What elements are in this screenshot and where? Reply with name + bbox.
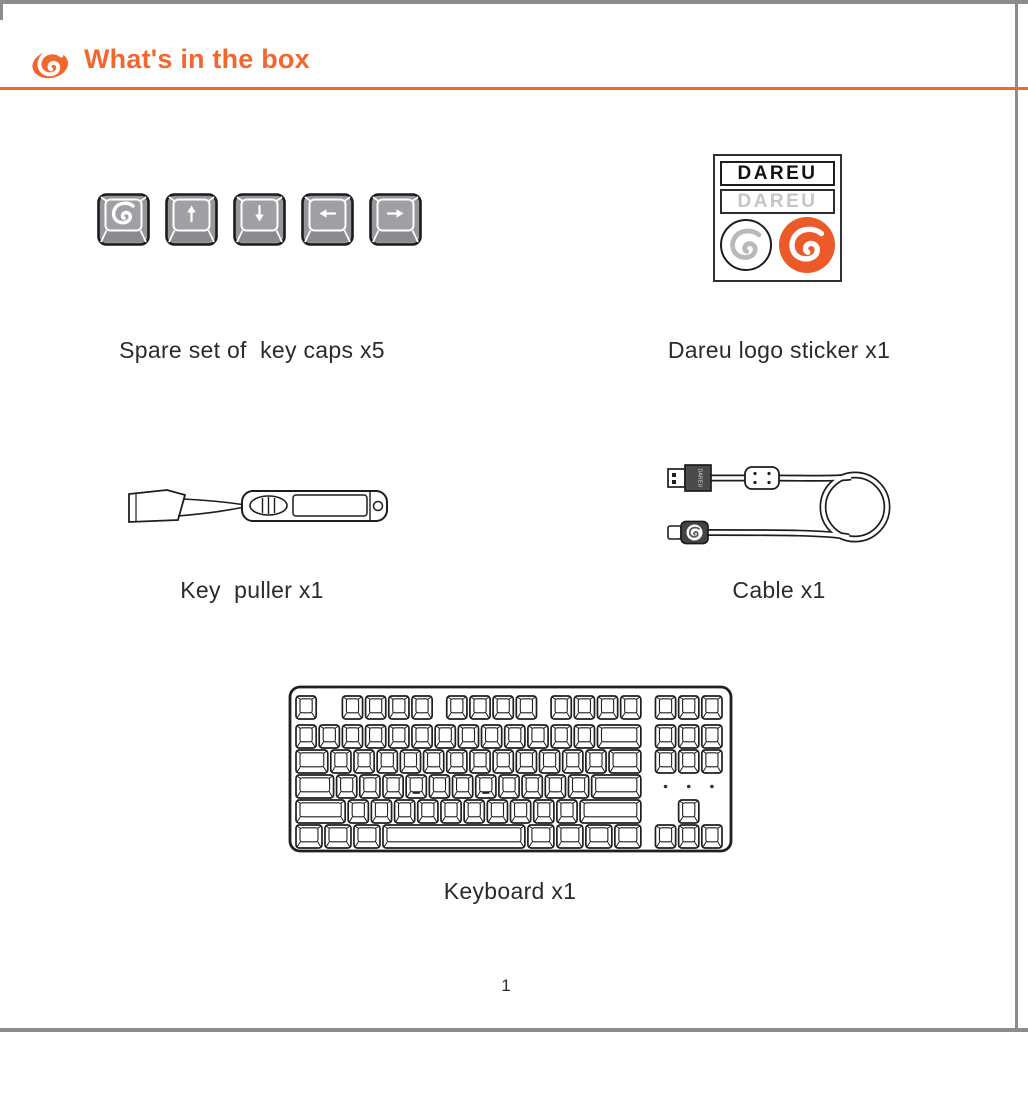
page-border-left: [0, 0, 3, 20]
dareu-circle-logo-gray: [720, 219, 772, 271]
dareu-circle-logo-orange: [779, 217, 835, 273]
page-number: 1: [501, 976, 511, 995]
cable-illustration: [660, 455, 935, 555]
label-key-puller: Key puller x1: [180, 577, 324, 603]
dareu-logo-sticker-illustration: [713, 154, 842, 282]
keycap-arrow-down: [233, 193, 286, 246]
page-border-right: [1015, 0, 1018, 1031]
page-title: What's in the box: [84, 44, 310, 74]
page-border-bottom: [0, 1028, 1028, 1032]
label-logo-sticker: Dareu logo sticker x1: [667, 337, 891, 363]
page-border-top: [0, 0, 1028, 4]
keycap-arrow-right: [369, 193, 422, 246]
key-puller-illustration: [123, 486, 418, 548]
label-spare-keycaps: Spare set of key caps x5: [119, 337, 385, 363]
keycap-dareu-logo: [97, 193, 150, 246]
keycap-arrow-up: [165, 193, 218, 246]
keycap-arrow-left: [301, 193, 354, 246]
dareu-wordmark-black: DAREU: [720, 161, 835, 186]
usb-a-brand-text: DAREU: [696, 468, 703, 488]
label-cable: Cable x1: [732, 577, 826, 603]
heading-underline: [0, 87, 1028, 90]
label-keyboard: Keyboard x1: [443, 878, 577, 904]
dareu-swirl-logo-icon: [31, 48, 71, 80]
spare-keycaps-illustration: [97, 193, 422, 246]
dareu-wordmark-gray: DAREU: [720, 189, 835, 214]
tkl-keyboard-illustration: [288, 685, 733, 853]
